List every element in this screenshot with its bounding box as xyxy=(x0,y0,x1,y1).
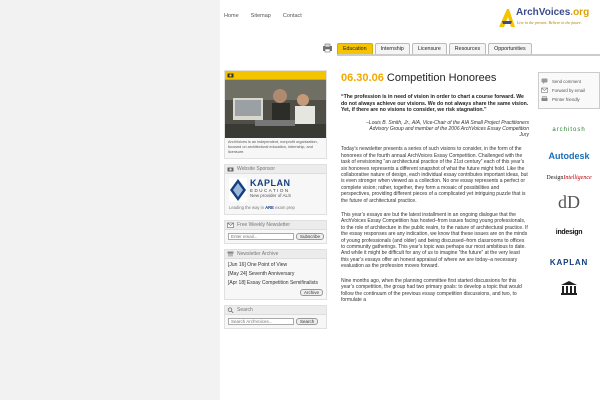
newsletter-email-input[interactable] xyxy=(228,233,294,240)
students-photo-image xyxy=(225,80,326,138)
forward-email-label: Forward by email xyxy=(552,87,585,93)
newsletter-box xyxy=(224,220,327,244)
sponsor-architosh[interactable] xyxy=(538,127,600,133)
article-paragraph: This year’s essays are but the latest installment in an ongoing dialogue that the ArchVoices Essay Competition has hosted–from issues facing young professionals, to the role of architecture in the public realm, to the nature of architectural practice. If the essay responses are any indication, we know that these issues are on the minds of young professionals (and older) and being discussed–from classrooms to offices to community gatherings. This year’s topic was perhaps our most ambitious to date. And while it might be difficult for any of us to imagine “the future” at the very least this year’s essays offer an honest appraisal of where we are today–a necessary evaluation as the profession moves forward. xyxy=(341,212,528,270)
print-icon[interactable] xyxy=(322,43,333,53)
sponsor-kaplan[interactable] xyxy=(538,258,600,267)
tab-opportunities[interactable]: Opportunities xyxy=(488,43,532,54)
about-box-header xyxy=(225,71,326,80)
article-quote: “The profession is in need of vision in order to chart a course forward. We do not always achieve our visions. We do not always share the same vision. Yet, if there are no visions to consider, we risk stagnation.” xyxy=(341,94,529,114)
top-nav xyxy=(224,13,302,19)
printer-friendly-label: Printer friendly xyxy=(552,96,580,102)
sponsor-box-header xyxy=(225,165,326,174)
sponsor-autodesk[interactable] xyxy=(538,151,600,161)
right-sidebar xyxy=(538,72,600,297)
design-word: Design xyxy=(546,175,564,181)
kaplan-lead-pre: Leading the way in xyxy=(229,205,266,210)
search-button[interactable]: Search xyxy=(296,318,318,325)
kaplan-sponsor-logo: KAPLAN xyxy=(549,258,589,267)
article-date: 06.30.06 xyxy=(341,72,384,84)
search-box xyxy=(224,305,327,329)
sponsor-dd[interactable] xyxy=(538,193,600,211)
intelligence-word: Intelligence xyxy=(563,175,592,181)
kaplan-logo-icon xyxy=(229,178,247,202)
article-title xyxy=(341,72,529,84)
columns-logo-icon xyxy=(561,281,577,295)
archive-item[interactable]: [Apr 18] Essay Competition Semifinalists xyxy=(228,280,319,286)
archive-button-row xyxy=(225,289,326,299)
dd-logo: dD xyxy=(558,192,580,212)
kaplan-lead-post: exam prep xyxy=(273,205,295,210)
search-box-title: Search xyxy=(237,307,253,313)
kaplan-sub: EDUCATION xyxy=(250,188,290,193)
autodesk-logo: Autodesk xyxy=(548,151,590,161)
archive-box xyxy=(224,249,327,300)
send-comment-label: Send comment xyxy=(552,78,581,84)
students-photo xyxy=(225,80,326,138)
tab-licensure[interactable]: Licensure xyxy=(412,43,447,54)
envelope-icon xyxy=(227,222,234,228)
newsletter-box-title: Free Weekly Newsletter xyxy=(237,222,290,228)
nav-contact-link[interactable]: Contact xyxy=(282,13,302,19)
article xyxy=(341,72,529,303)
newsletter-box-header xyxy=(225,221,326,230)
kaplan-tagline: New provider of ALS xyxy=(250,193,292,198)
tab-divider xyxy=(337,54,600,56)
nav-home-link[interactable]: Home xyxy=(224,13,239,19)
archive-item[interactable]: [Jun 16] One Point of View xyxy=(228,262,288,268)
subscribe-button[interactable]: Subscribe xyxy=(296,233,324,240)
sponsor-box-title: Website Sponsor xyxy=(237,166,275,172)
printer-friendly-link[interactable] xyxy=(541,96,597,102)
camera-icon xyxy=(227,72,234,78)
sponsor-box xyxy=(224,164,327,215)
about-text: ArchVoices is an independent, nonprofit organization, focused on architectural education, internship, and licensure. xyxy=(228,140,318,154)
main-tabs xyxy=(337,43,532,54)
archive-box-header xyxy=(225,250,326,259)
search-input[interactable] xyxy=(228,318,294,325)
archvoices-logo[interactable] xyxy=(498,5,598,33)
archive-item[interactable]: [May 24] Seventh Anniversary xyxy=(228,271,295,277)
send-comment-link[interactable] xyxy=(541,78,597,84)
logo-tagline: Live in the present. Believe in the future. xyxy=(517,20,582,25)
kaplan-ad[interactable] xyxy=(225,174,326,205)
newsletter-form xyxy=(225,230,326,243)
indesign-logo: indesign xyxy=(555,229,583,236)
camera-icon xyxy=(227,166,234,172)
left-sidebar xyxy=(224,70,327,334)
nav-sitemap-link[interactable]: Sitemap xyxy=(250,13,271,19)
kaplan-lead-bold: ARE xyxy=(265,205,274,210)
article-citation: –Louis B. Smith, Jr., AIA, Vice-Chair of the AIA Small Project Practitioners Advisory Group and member of the 2006 ArchVoices Essay Competition Jury xyxy=(366,119,529,139)
archvoices-logo-icon xyxy=(498,7,516,29)
archive-list xyxy=(225,259,326,286)
kaplan-name: KAPLAN xyxy=(250,178,291,188)
kaplan-lead xyxy=(225,205,326,214)
about-box xyxy=(224,70,327,159)
article-tools xyxy=(538,72,600,109)
article-paragraph: Nine months ago, when the planning committee first started discussions for this year’s competition, the group had two primary goals: to develop a topic that would follow the continuum of the previous essay competition discussions, and two, to formulate a xyxy=(341,277,522,303)
forward-email-link[interactable] xyxy=(541,87,597,93)
article-heading: Competition Honorees xyxy=(386,72,497,84)
archive-box-title: Newsletter Archive xyxy=(237,251,279,257)
tab-resources[interactable]: Resources xyxy=(449,43,486,54)
sponsor-aia[interactable] xyxy=(538,281,600,297)
search-box-header xyxy=(225,306,326,315)
sponsor-designintelligence[interactable] xyxy=(538,175,600,181)
article-paragraph: Today’s newsletter presents a series of such visions to consider, in the form of the honorees of the fourth annual ArchVoices Essay Competition. Challenged with the task of envisioning “an architectural practice of the 21st century” each of this year’s six honorees represents a different snapshot of what the future might hold. Like the collaborative nature of design, each individual essay contributes important ideas, but is even stronger when viewed as a collection. No one essay represents a perfect or complete vision; rather, together, they form a mosaic of possibilities and perspectives, providing different pieces of a complicated yet intriguing puzzle that is the future of architectural practice. xyxy=(341,146,528,204)
search-form xyxy=(225,315,326,328)
archive-button[interactable]: Archive xyxy=(300,289,323,296)
printer-icon xyxy=(541,96,548,102)
tab-education[interactable]: Education xyxy=(337,43,373,54)
envelope-icon xyxy=(541,87,548,93)
designintelligence-logo xyxy=(546,175,591,181)
architosh-logo: architosh xyxy=(552,127,586,133)
sponsor-indesign[interactable] xyxy=(538,229,600,236)
comment-icon xyxy=(541,78,548,84)
tab-internship[interactable]: Internship xyxy=(375,43,410,54)
search-icon xyxy=(227,307,234,313)
logo-text: ArchVoices.org xyxy=(516,7,590,18)
archive-icon xyxy=(227,251,234,257)
